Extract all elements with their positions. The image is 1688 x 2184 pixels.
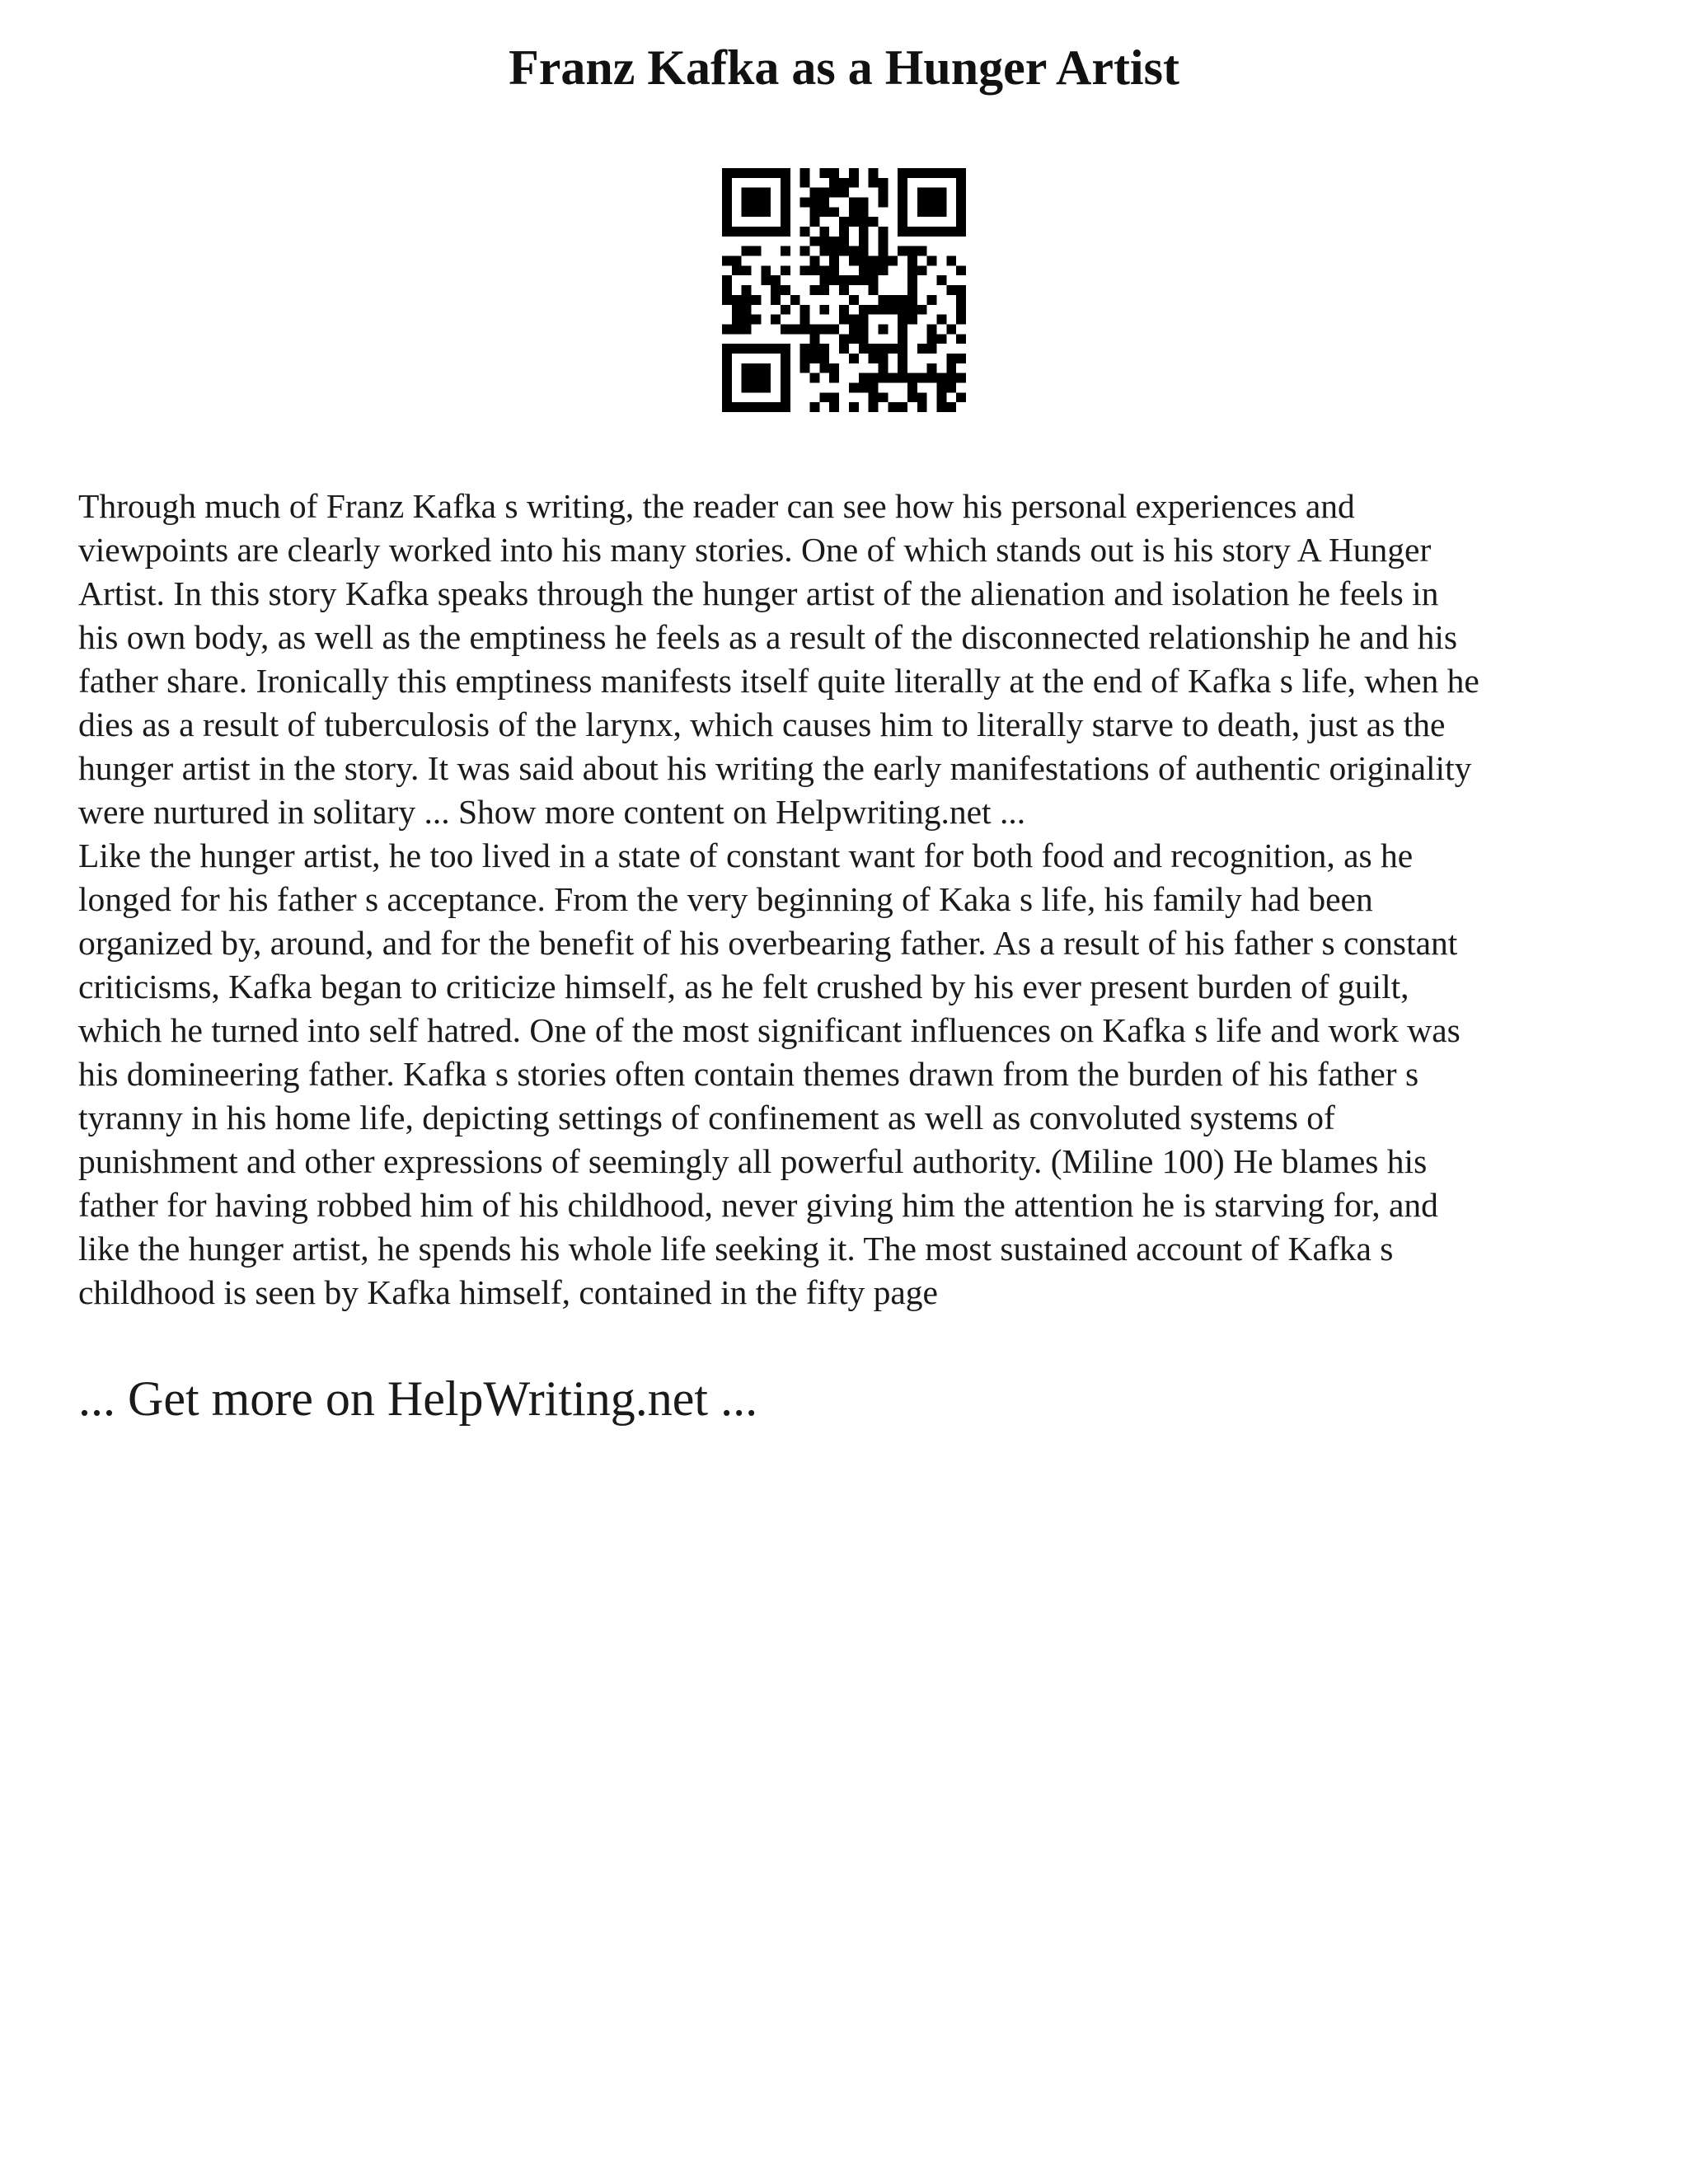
qr-code-icon [722, 168, 966, 412]
qr-section [78, 168, 1610, 412]
get-more-link[interactable]: ... Get more on HelpWriting.net ... [78, 1371, 758, 1426]
page-title: Franz Kafka as a Hunger Artist [509, 40, 1179, 95]
paragraph-father: Like the hunger artist, he too lived in a state of constant want for both food and recognition, as he longed for his father s acceptance. From the very beginning of Kaka s life, his family had been organized by, around, and for the benefit of his overbearing father. As a result of his father s constant criticisms, Kafka began to criticize himself, as he felt crushed by his ever present burden of guilt, which he turned into self hatred. One of the most significant influences on Kafka s life and work was his domineering father. Kafka s stories often contain themes drawn from the burden of his father s tyranny in his home life, depicting settings of confinement as well as convoluted systems of punishment and other expressions of seemingly all powerful authority. (Miline 100) He blames his father for having robbed him of his childhood, never giving him the attention he is starving for, and like the hunger artist, he spends his whole life seeking it. The most sustained account of Kafka s childhood is seen by Kafka himself, contained in the fifty page [78, 837, 1461, 1311]
article-body [78, 485, 1610, 1315]
paragraph-intro: Through much of Franz Kafka s writing, the reader can see how his personal experiences and viewpoints are clearly worked into his many stories. One of which stands out is his story A Hunger Artist. In this story Kafka speaks through the hunger artist of the alienation and isolation he feels in his own body, as well as the emptiness he feels as a result of the disconnected relationship he and his father share. Ironically this emptiness manifests itself quite literally at the end of Kafka s life, when he dies as a result of tuberculosis of the larynx, which causes him to literally starve to death, just as the hunger artist in the story. It was said about his writing the early manifestations of authentic originality were nurtured in solitary ... Show more content on Helpwriting.net ... [78, 487, 1479, 831]
